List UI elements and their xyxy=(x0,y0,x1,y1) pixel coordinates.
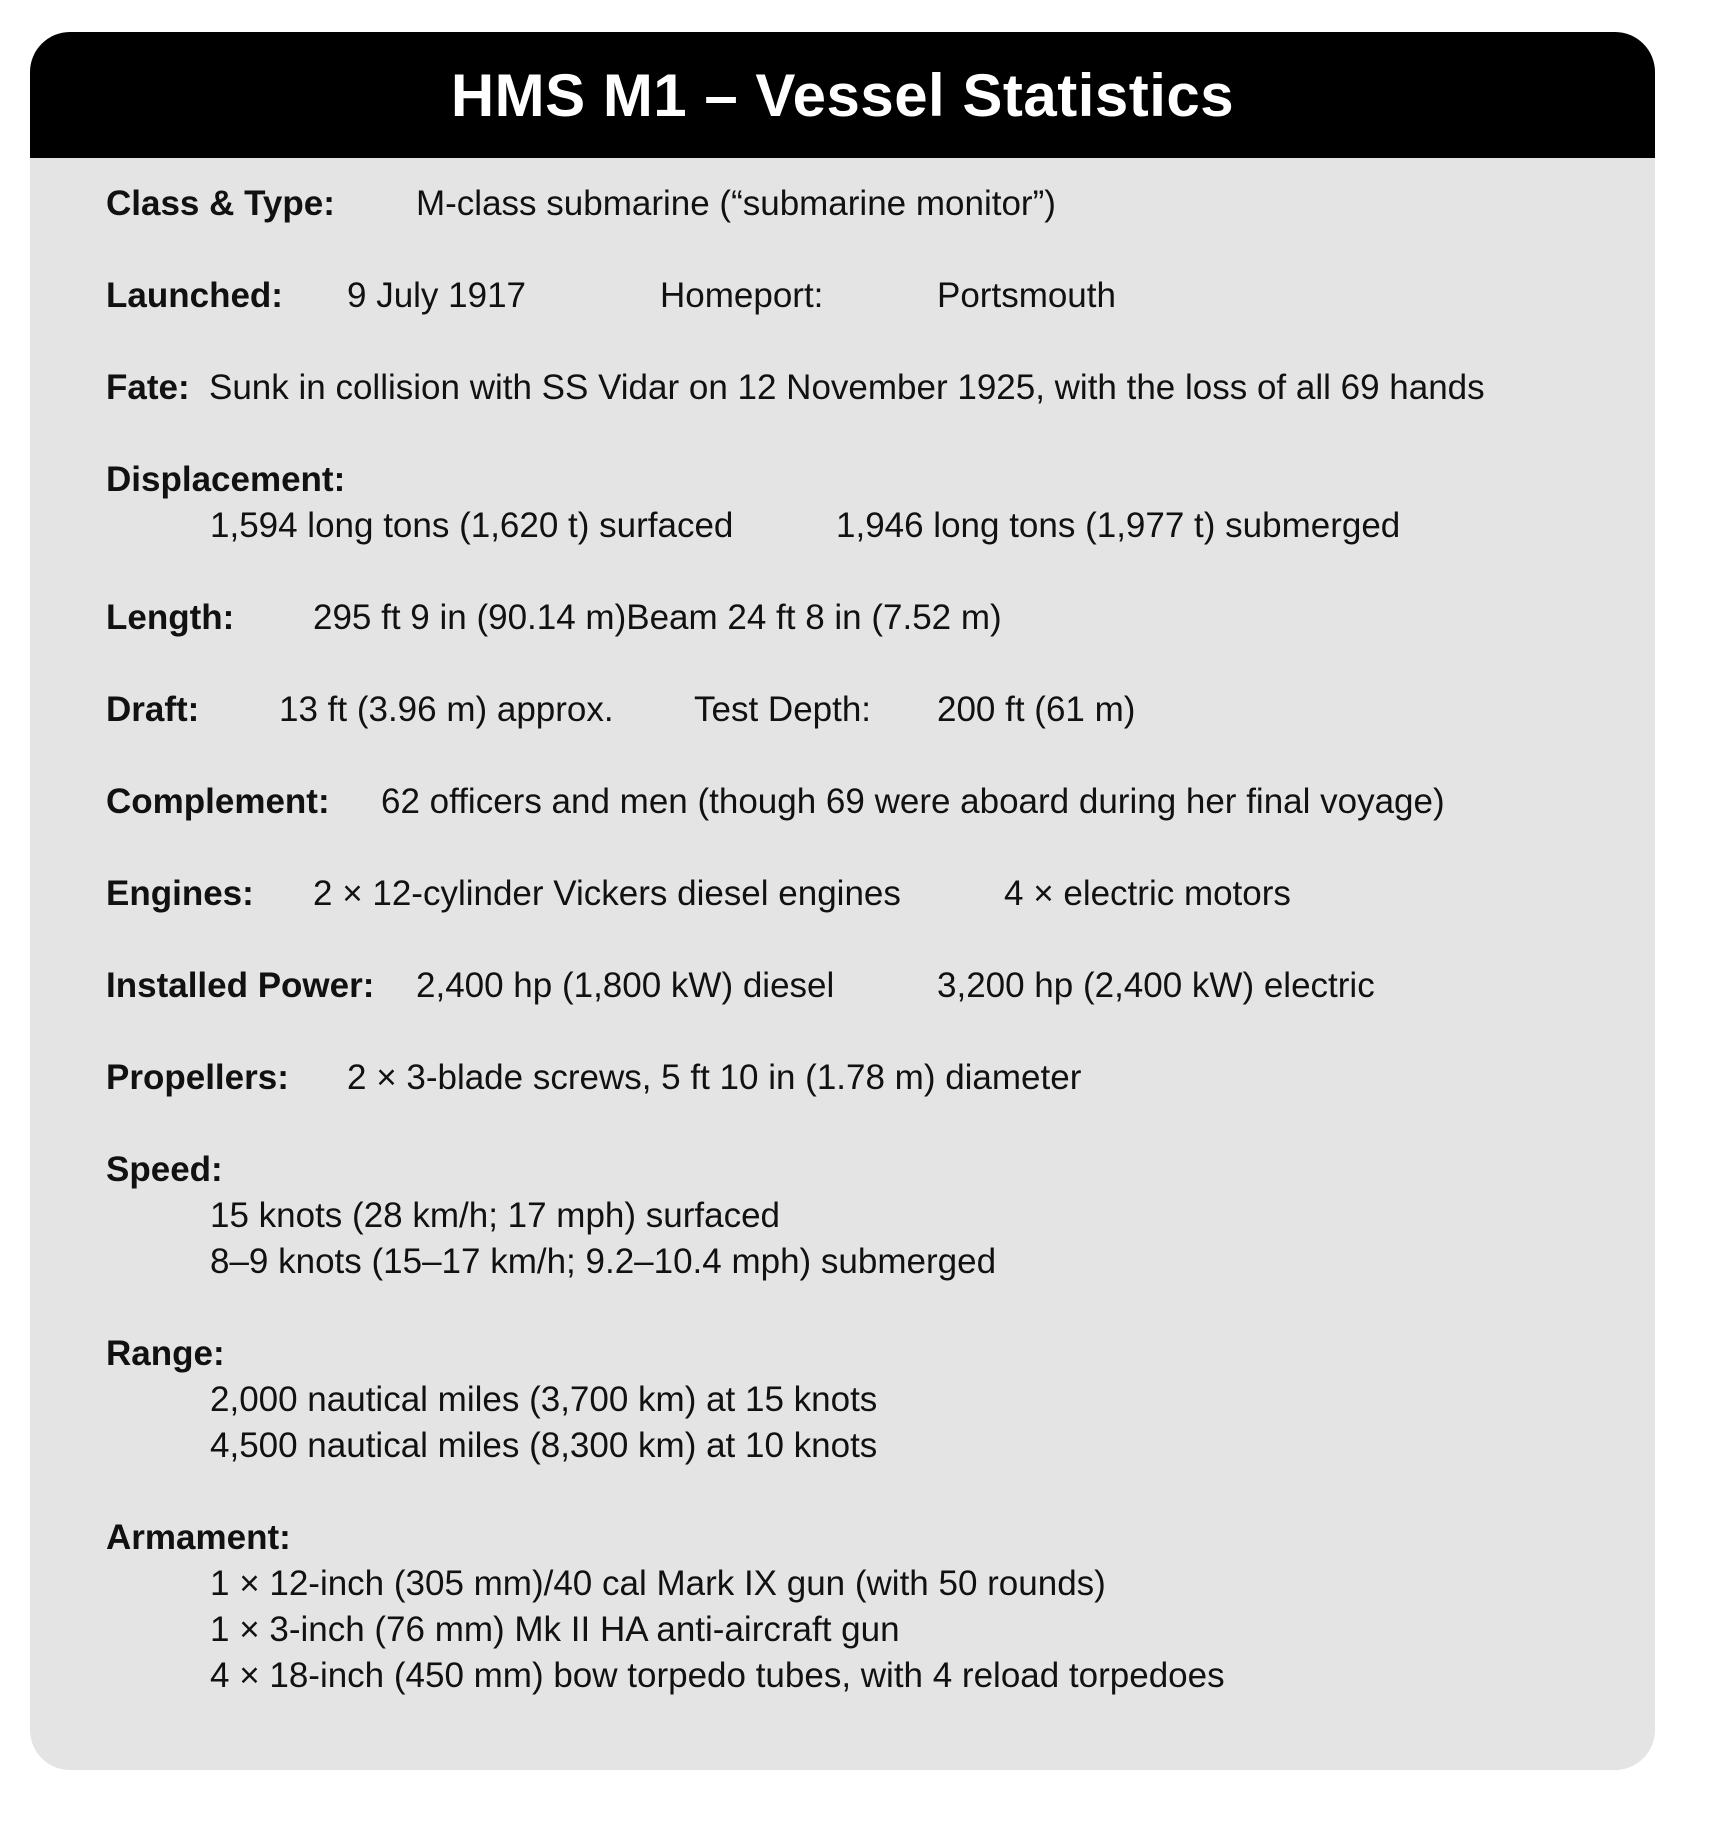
page-title: HMS M1 – Vessel Statistics xyxy=(450,61,1235,129)
range-label: Range: xyxy=(106,1334,225,1373)
complement-label: Complement: xyxy=(106,782,330,821)
speed-line: 8–9 knots (15–17 km/h; 9.2–10.4 mph) submerged xyxy=(210,1242,997,1281)
engines-diesel: 2 × 12-cylinder Vickers diesel engines xyxy=(313,874,901,913)
armament-line: 1 × 12-inch (305 mm)/40 cal Mark IX gun (with 50 rounds) xyxy=(210,1564,1106,1603)
complement-value: 62 officers and men (though 69 were aboard during her final voyage) xyxy=(381,782,1445,821)
test-depth-value: 200 ft (61 m) xyxy=(937,690,1136,729)
engines-electric: 4 × electric motors xyxy=(1004,874,1291,913)
stats-card xyxy=(30,32,1655,1770)
installed-power-label: Installed Power: xyxy=(106,966,375,1005)
card-header xyxy=(30,32,1655,158)
length-label: Length: xyxy=(106,598,235,637)
engines-label: Engines: xyxy=(106,874,254,913)
row-fate xyxy=(106,365,1485,411)
propellers-label: Propellers: xyxy=(106,1058,289,1097)
row-installed-power xyxy=(106,963,1375,1009)
row-class-type xyxy=(106,181,1056,227)
armament-line: 4 × 18-inch (450 mm) bow torpedo tubes, with 4 reload torpedoes xyxy=(210,1656,1225,1695)
draft-label: Draft: xyxy=(106,690,200,729)
fate-value: Sunk in collision with SS Vidar on 12 November 1925, with the loss of all 69 hands xyxy=(209,368,1485,407)
homeport-value: Portsmouth xyxy=(937,276,1116,315)
homeport-label: Homeport: xyxy=(660,276,824,315)
displacement-label: Displacement: xyxy=(106,460,346,499)
displacement-values xyxy=(210,503,1401,549)
row-displacement xyxy=(106,457,345,503)
launched-label: Launched: xyxy=(106,276,283,315)
speed-label: Speed: xyxy=(106,1150,223,1189)
fate-label: Fate: xyxy=(106,368,190,407)
length-value: 295 ft 9 in (90.14 m)Beam 24 ft 8 in (7.52 m) xyxy=(313,598,1002,637)
test-depth-label: Test Depth: xyxy=(694,690,872,729)
row-speed xyxy=(106,1147,223,1193)
range-line: 4,500 nautical miles (8,300 km) at 10 knots xyxy=(210,1426,878,1465)
range-line: 2,000 nautical miles (3,700 km) at 15 knots xyxy=(210,1380,878,1419)
propellers-value: 2 × 3-blade screws, 5 ft 10 in (1.78 m) diameter xyxy=(347,1058,1082,1097)
row-engines xyxy=(106,871,1291,917)
row-length xyxy=(106,595,1002,641)
installed-power-electric: 3,200 hp (2,400 kW) electric xyxy=(937,966,1375,1005)
displacement-surfaced: 1,594 long tons (1,620 t) surfaced xyxy=(210,506,734,545)
installed-power-diesel: 2,400 hp (1,800 kW) diesel xyxy=(416,966,835,1005)
displacement-submerged: 1,946 long tons (1,977 t) submerged xyxy=(836,506,1401,545)
speed-line: 15 knots (28 km/h; 17 mph) surfaced xyxy=(210,1196,780,1235)
armament-label: Armament: xyxy=(106,1518,291,1557)
class-type-label: Class & Type: xyxy=(106,184,335,223)
row-launched xyxy=(106,273,1116,319)
row-range xyxy=(106,1331,225,1377)
row-complement xyxy=(106,779,1445,825)
class-type-value: M-class submarine (“submarine monitor”) xyxy=(416,184,1056,223)
row-draft xyxy=(106,687,1136,733)
row-propellers xyxy=(106,1055,1082,1101)
launched-value: 9 July 1917 xyxy=(347,276,527,315)
draft-value: 13 ft (3.96 m) approx. xyxy=(279,690,614,729)
row-armament xyxy=(106,1515,291,1561)
armament-line: 1 × 3-inch (76 mm) Mk II HA anti-aircraft gun xyxy=(210,1610,900,1649)
